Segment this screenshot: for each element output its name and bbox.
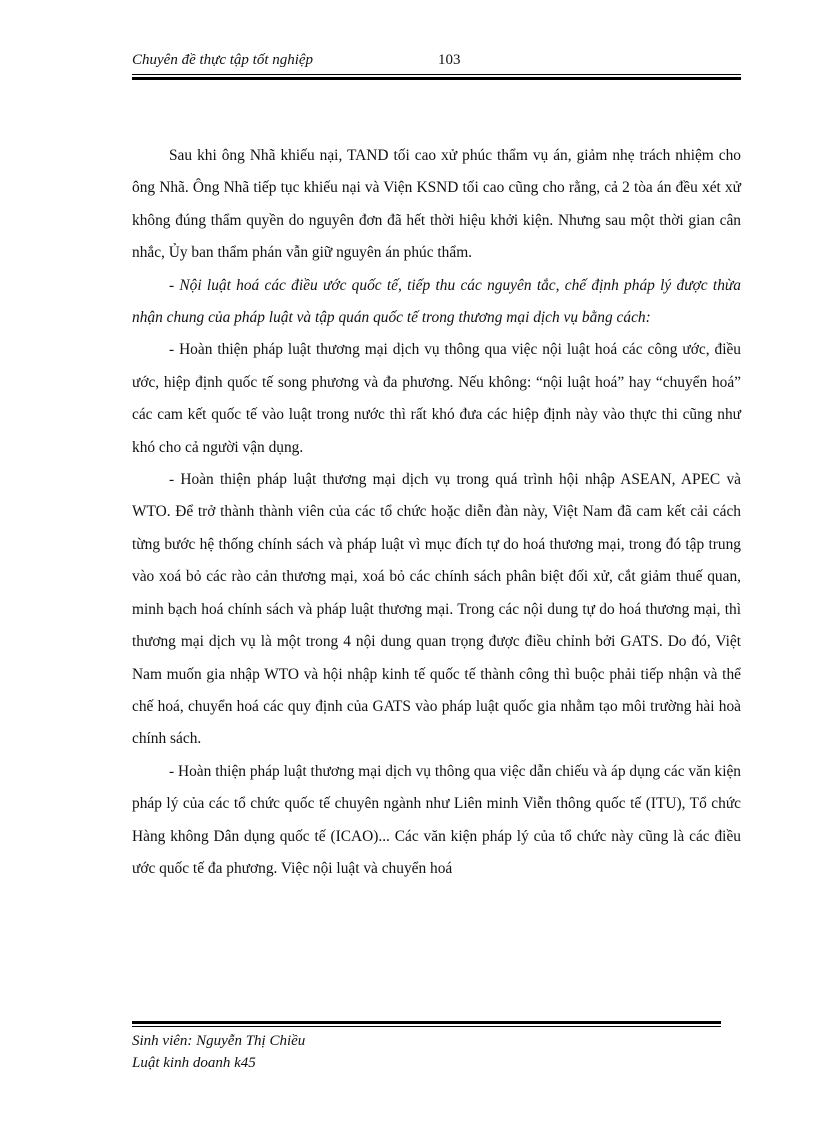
page-header	[132, 52, 740, 74]
paragraph-lawsuit-appeal: Sau khi ông Nhã khiếu nại, TAND tối cao xử phúc thẩm vụ án, giảm nhẹ trách nhiệm cho ông Nhã. Ông Nhã tiếp tục khiếu nại và Viện KSND tối cao cũng cho rằng, cả 2 tòa án đều xét xử không đúng thẩm quyền do nguyên đơn đã hết thời hiệu khởi kiện. Nhưng sau một thời gian cân nhắc, Ủy ban thẩm phán vẫn giữ nguyên án phúc thẩm.	[132, 147, 741, 262]
paragraph-asean-apec-wto: - Hoàn thiện pháp luật thương mại dịch vụ trong quá trình hội nhập ASEAN, APEC và WTO. Để trở thành thành viên của các tổ chức hoặc diễn đàn này, Việt Nam đã cam kết cải cách từng bước hệ thống chính sách và pháp luật vì mục đích tự do hoá thương mại, trong đó tập trung vào xoá bỏ các rào cản thương mại, xoá bỏ các chính sách phân biệt đối xử, cắt giảm thuế quan, minh bạch hoá chính sách và pháp luật thương mại. Trong các nội dung tự do hoá thương mại, thì thương mại dịch vụ là một trong 4 nội dung quan trọng được điều chỉnh bởi GATS. Do đó, Việt Nam muốn gia nhập WTO và hội nhập kinh tế quốc tế thành công thì buộc phải tiếp nhận và thể chế hoá, chuyển hoá các quy định của GATS vào pháp luật quốc gia nhằm tạo môi trường hài hoà chính sách.	[132, 471, 741, 748]
paragraph-internalization-heading: - Nội luật hoá các điều ước quốc tế, tiếp thu các nguyên tắc, chế định pháp lý được thừa nhận chung của pháp luật và tập quán quốc tế trong thương mại dịch vụ bằng cách:	[132, 276, 741, 327]
footer-rule-thick	[132, 1021, 721, 1024]
header-rule-thin	[132, 74, 741, 75]
paragraph-treaty-internalization: - Hoàn thiện pháp luật thương mại dịch vụ thông qua việc nội luật hoá các công ước, điều ước, hiệp định quốc tế song phương và đa phương. Nếu không: “nội luật hoá” hay “chuyển hoá” các cam kết quốc tế vào luật trong nước thì rất khó đưa các hiệp định này vào thực thi cũng như khó cho cả người vận dụng.	[132, 341, 741, 456]
paragraph-international-organizations: - Hoàn thiện pháp luật thương mại dịch vụ thông qua việc dẫn chiếu và áp dụng các văn kiện pháp lý của các tổ chức quốc tế chuyên ngành như Liên minh Viễn thông quốc tế (ITU), Tổ chức Hàng không Dân dụng quốc tế (ICAO)... Các văn kiện pháp lý của tổ chức này cũng là các điều ước quốc tế đa phương. Việc nội luật và chuyển hoá	[132, 762, 741, 877]
footer-student-name: Sinh viên: Nguyễn Thị Chiều	[132, 1033, 306, 1049]
document-title: Chuyên đề thực tập tốt nghiệp	[132, 52, 314, 68]
document-body	[132, 140, 741, 885]
footer-rule-thin	[132, 1026, 721, 1027]
page-footer	[132, 1030, 305, 1074]
footer-class: Luật kinh doanh k45	[132, 1055, 256, 1071]
page-number: 103	[438, 52, 461, 68]
header-rule-thick	[132, 77, 741, 80]
